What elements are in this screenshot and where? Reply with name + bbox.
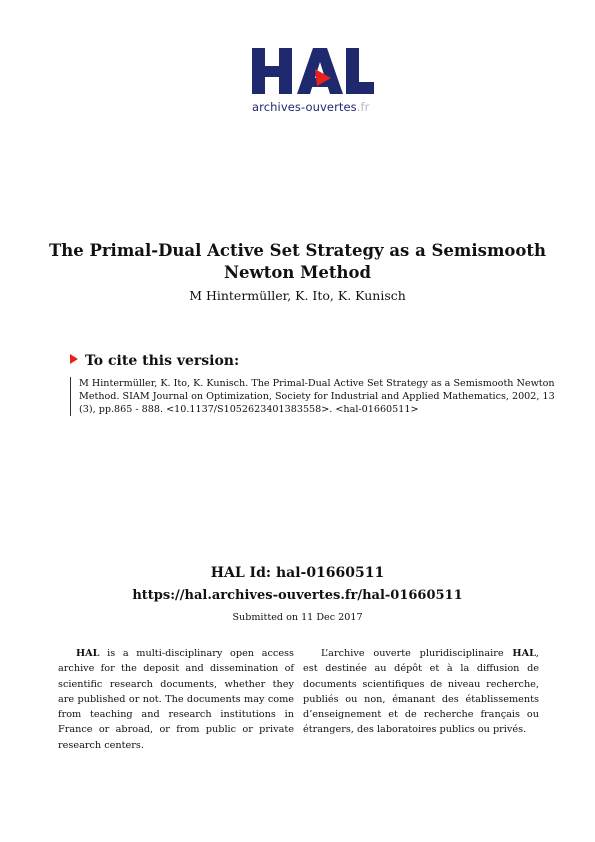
hal-logo-subtitle: archives-ouvertes.fr	[252, 100, 370, 114]
hal-url-link[interactable]: https://hal.archives-ouvertes.fr/hal-01660511	[132, 588, 463, 603]
paper-authors: M Hintermüller, K. Ito, K. Kunisch	[189, 288, 406, 303]
cite-heading: To cite this version:	[70, 353, 239, 369]
abstract-french: L’archive ouverte pluridisciplinaire HAL, est destinée au dépôt et à la diffusion de documents scientifiques de niveau recherche, publiés ou non, émanant des établissements d’enseignement et de recherche français ou étrangers, des laboratoires publics ou privés.	[303, 648, 539, 736]
submitted-date: Submitted on 11 Dec 2017	[232, 612, 363, 623]
triangle-bullet-icon	[70, 354, 78, 364]
hal-bold-label: HAL	[512, 648, 536, 659]
abstract-english: HAL is a multi-disciplinary open access archive for the deposit and dissemination of scientific research documents, whether they are published or not. The documents may come from teaching and research institutions in France or abroad, or from public or private research centers.	[58, 648, 294, 751]
citation-text: M Hintermüller, K. Ito, K. Kunisch. The Primal-Dual Active Set Strategy as a Semismooth Newton Method. SIAM Journal on Optimization, Society for Industrial and Applied Mathematics, 2002, 13 (3), pp.865 - 888. <10.1137/S1052623401383558>. <hal-01660511>	[70, 377, 573, 416]
paper-title: The Primal-Dual Active Set Strategy as a Semismooth Newton Method	[48, 241, 547, 282]
hal-bold-label: HAL	[76, 648, 100, 659]
hal-id: HAL Id: hal-01660511	[210, 565, 385, 581]
